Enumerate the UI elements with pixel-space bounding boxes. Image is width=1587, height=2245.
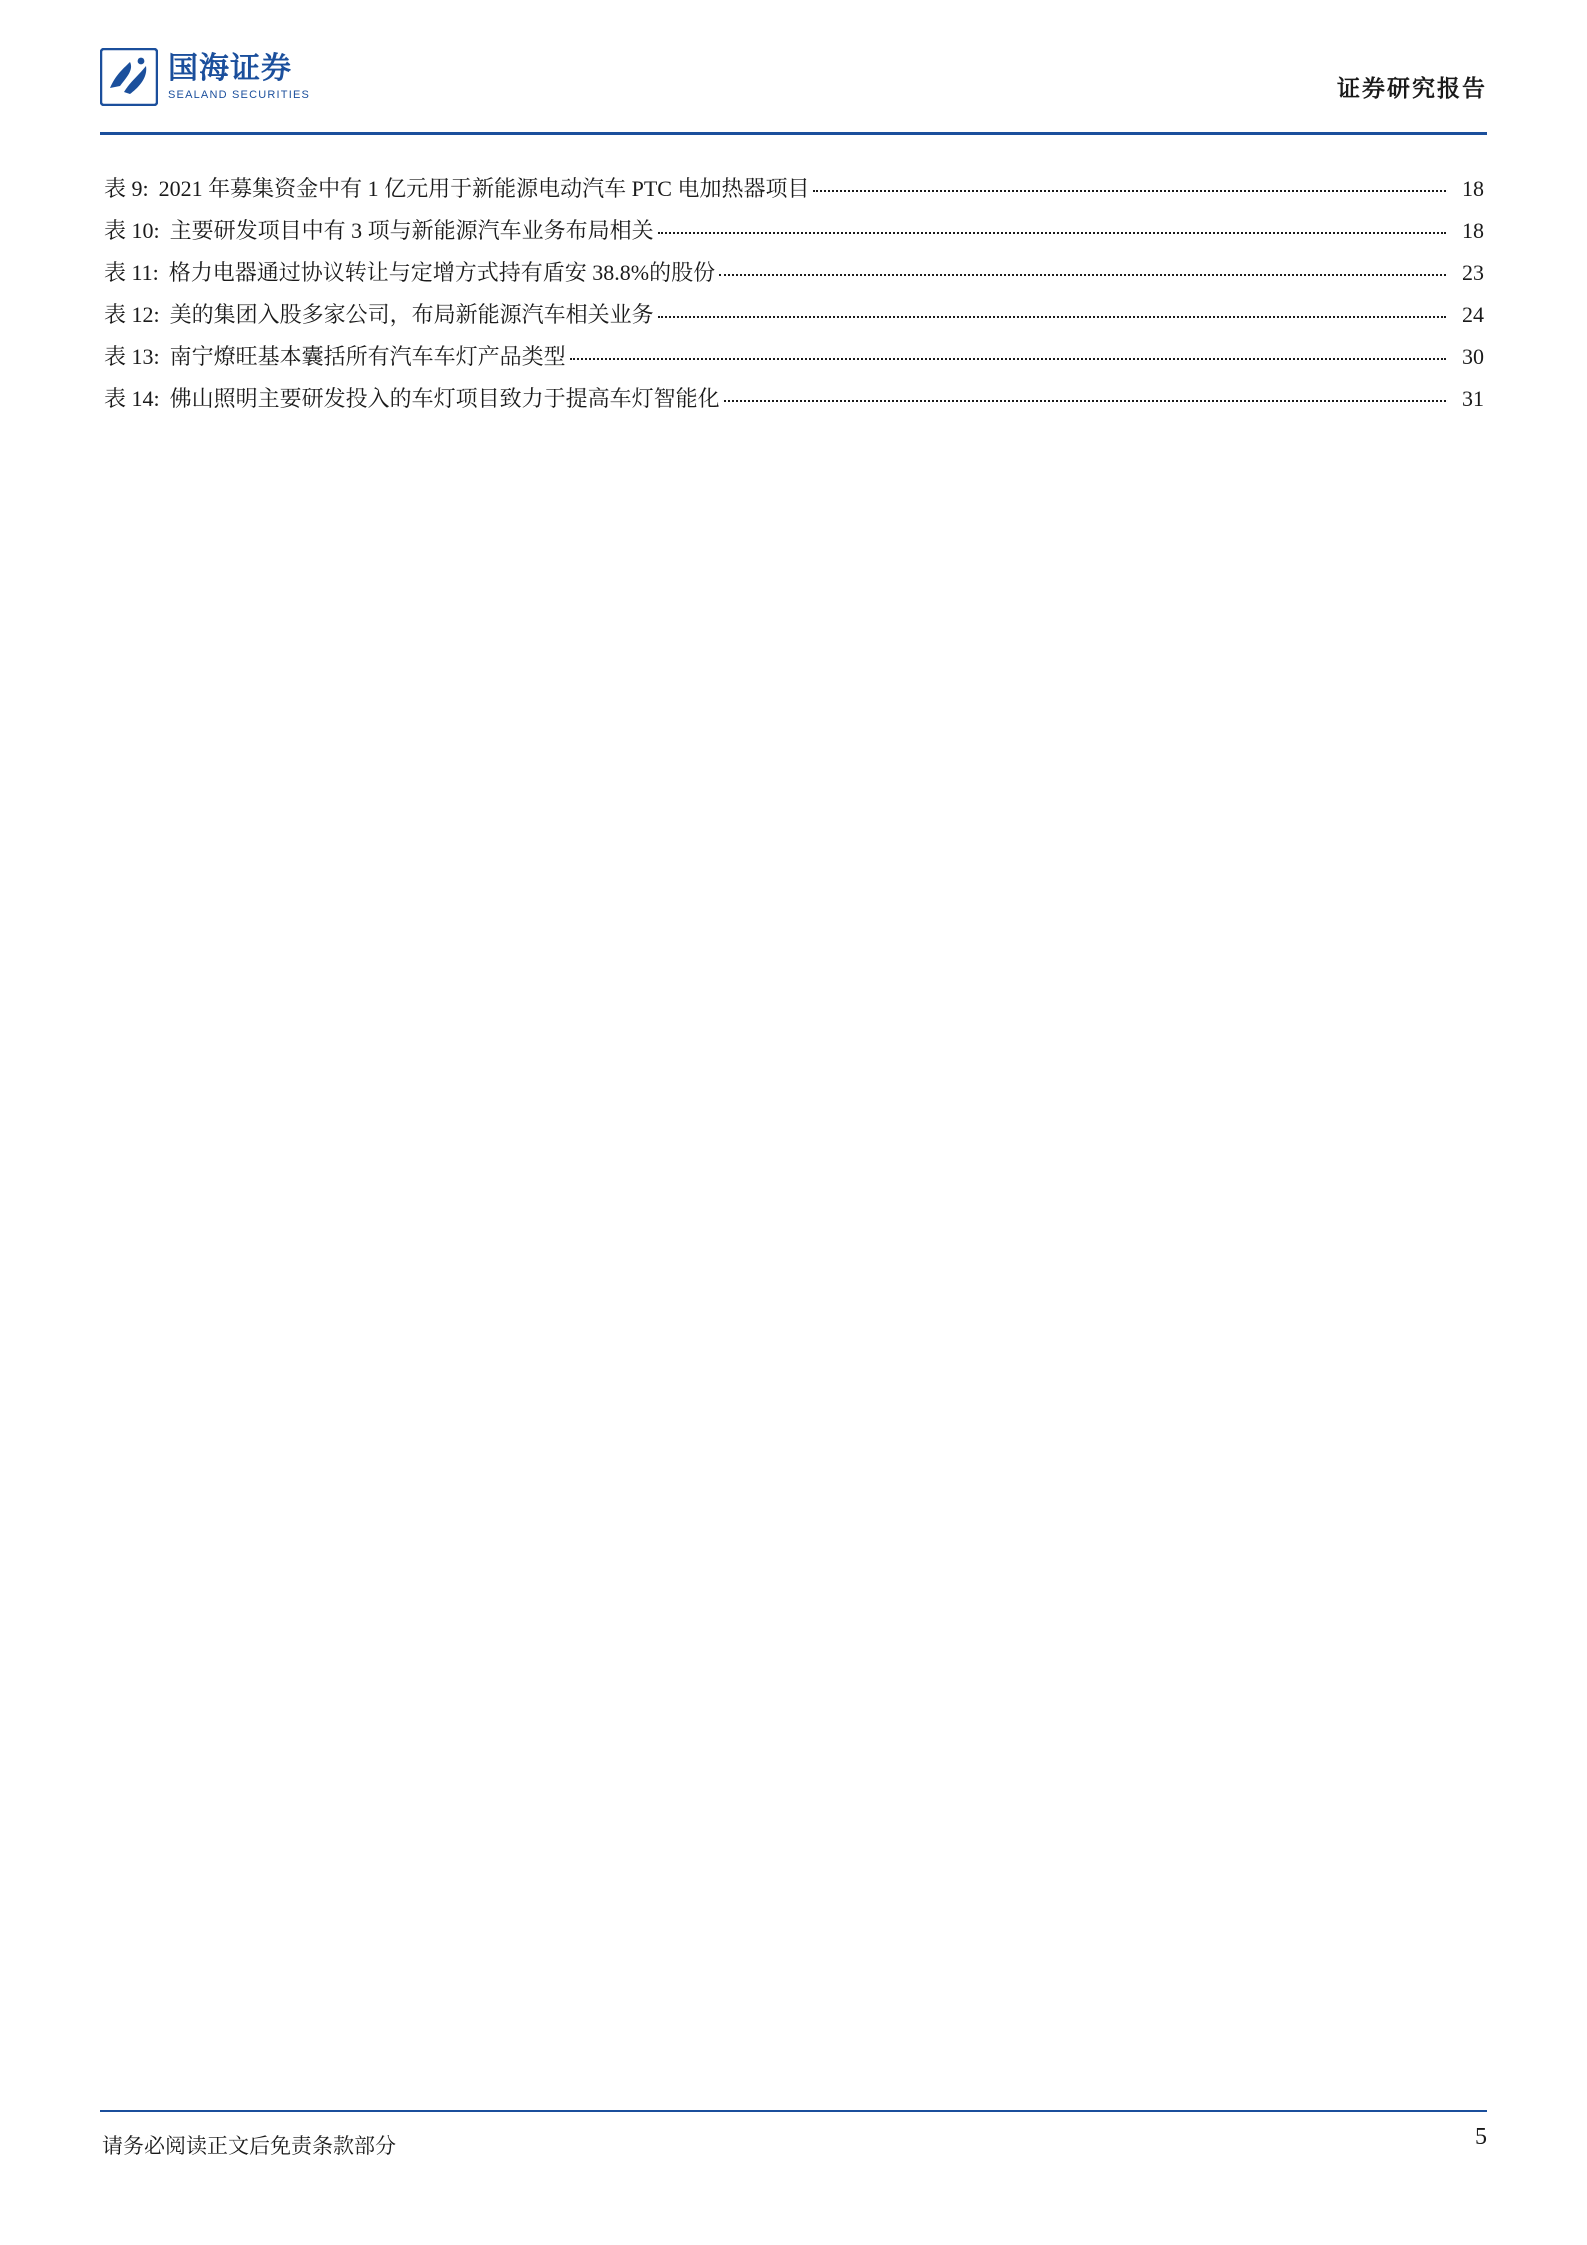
toc-entry-label: 表 12: xyxy=(104,302,160,327)
sealand-logo-icon xyxy=(100,48,158,106)
toc-entry-page: 18 xyxy=(1462,218,1484,243)
table-of-contents-tables xyxy=(104,168,1484,420)
toc-entry-title: 南宁燎旺基本囊括所有汽车车灯产品类型 xyxy=(169,344,566,369)
toc-entry-label: 表 13: xyxy=(104,344,160,369)
toc-entry-page: 18 xyxy=(1462,176,1484,201)
footer-disclaimer: 请务必阅读正文后免责条款部分 xyxy=(102,2134,396,2158)
toc-entry[interactable] xyxy=(104,294,1484,336)
logo-company-name-en: SEALAND SECURITIES xyxy=(168,88,311,101)
toc-entry[interactable] xyxy=(104,168,1484,210)
toc-entry-page: 23 xyxy=(1462,260,1484,285)
toc-leader-dots xyxy=(813,190,1446,192)
toc-leader-dots xyxy=(719,274,1446,276)
toc-entry[interactable] xyxy=(104,336,1484,378)
toc-entry-page: 31 xyxy=(1462,386,1484,411)
toc-entry-page: 30 xyxy=(1462,344,1484,369)
page-number: 5 xyxy=(1475,2124,1487,2150)
toc-entry[interactable] xyxy=(104,378,1484,420)
toc-entry-page: 24 xyxy=(1462,302,1484,327)
toc-entry-label: 表 14: xyxy=(104,386,160,411)
toc-entry[interactable] xyxy=(104,252,1484,294)
toc-entry-label: 表 9: xyxy=(104,176,149,201)
toc-entry-label: 表 11: xyxy=(104,260,159,285)
toc-entry-title: 美的集团入股多家公司，布局新能源汽车相关业务 xyxy=(169,302,654,327)
toc-leader-dots xyxy=(658,232,1446,234)
toc-entry-title: 佛山照明主要研发投入的车灯项目致力于提高车灯智能化 xyxy=(169,386,720,411)
toc-entry-title: 主要研发项目中有 3 项与新能源汽车业务布局相关 xyxy=(169,218,654,243)
toc-leader-dots xyxy=(724,400,1446,402)
logo-text-block xyxy=(168,51,311,101)
toc-entry-label: 表 10: xyxy=(104,218,160,243)
toc-entry[interactable] xyxy=(104,210,1484,252)
footer-divider xyxy=(100,2110,1487,2112)
toc-entry-title: 格力电器通过协议转让与定增方式持有盾安 38.8%的股份 xyxy=(168,260,716,285)
company-logo xyxy=(100,48,310,106)
header-divider xyxy=(100,132,1487,135)
toc-entry-title: 2021 年募集资金中有 1 亿元用于新能源电动汽车 PTC 电加热器项目 xyxy=(158,176,810,201)
logo-company-name-cn: 国海证券 xyxy=(168,51,292,85)
toc-leader-dots xyxy=(570,358,1446,360)
toc-leader-dots xyxy=(658,316,1446,318)
report-type-label: 证券研究报告 xyxy=(1337,76,1487,101)
page-header xyxy=(100,48,1487,130)
